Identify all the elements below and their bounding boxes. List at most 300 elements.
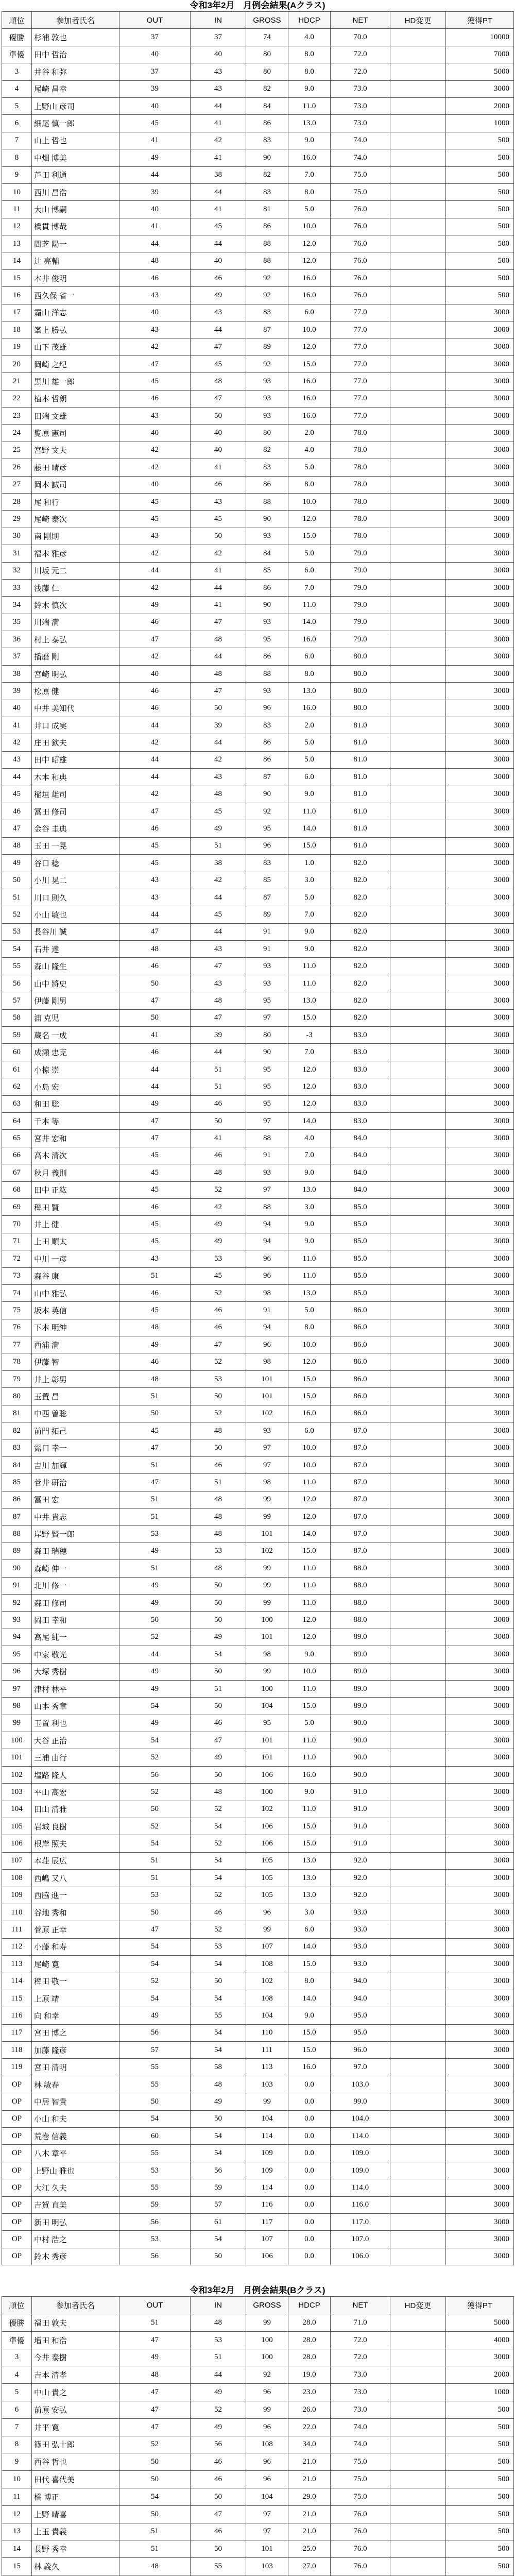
table-row — [2, 201, 514, 218]
gross-score-cell: 86 — [246, 734, 288, 751]
player-name-cell: 上野 晴喜 — [32, 2505, 119, 2523]
in-score-cell: 54 — [191, 2024, 246, 2041]
net-score-cell: 106.0 — [331, 2248, 390, 2265]
player-name-cell: 今井 泰樹 — [32, 2349, 119, 2366]
gross-score-cell: 107 — [246, 2231, 288, 2248]
in-score-cell: 50 — [191, 2248, 246, 2265]
net-score-cell: 88.0 — [331, 1594, 390, 1611]
player-name-cell: 三浦 由行 — [32, 1749, 119, 1766]
gross-score-cell: 96 — [246, 1267, 288, 1284]
table-row — [2, 304, 514, 321]
rank-cell: 3 — [2, 63, 32, 80]
rank-cell: 91 — [2, 1577, 32, 1594]
gross-score-cell: 87 — [246, 321, 288, 338]
hdcp-cell: 5.0 — [288, 889, 331, 906]
net-score-cell: 89.0 — [331, 1680, 390, 1697]
points-cell: 500 — [446, 287, 514, 304]
hdcp-cell: 28.0 — [288, 2331, 331, 2349]
hd-change-cell — [390, 2453, 446, 2471]
net-score-cell: 79.0 — [331, 545, 390, 562]
hd-change-cell — [390, 1887, 446, 1904]
player-name-cell: 西脇 進一 — [32, 1887, 119, 1904]
table-row — [2, 1302, 514, 1319]
out-score-cell: 47 — [119, 2384, 191, 2401]
rank-cell: 30 — [2, 528, 32, 545]
in-score-cell: 50 — [191, 1388, 246, 1405]
in-score-cell: 52 — [191, 1353, 246, 1370]
in-score-cell: 54 — [191, 1870, 246, 1887]
out-score-cell: 43 — [119, 872, 191, 889]
out-score-cell: 50 — [119, 2471, 191, 2488]
net-score-cell: 81.0 — [331, 786, 390, 803]
table-row — [2, 1353, 514, 1370]
player-name-cell: 平山 高宏 — [32, 1784, 119, 1801]
points-cell: 3000 — [446, 1543, 514, 1560]
points-cell: 3000 — [446, 1044, 514, 1061]
net-score-cell: 90.0 — [331, 1766, 390, 1783]
hd-change-cell — [390, 665, 446, 682]
table-row — [2, 80, 514, 97]
player-name-cell: 稲垣 雄司 — [32, 786, 119, 803]
hd-change-cell — [390, 1508, 446, 1525]
table-row — [2, 700, 514, 717]
a-header-hd-change: HD変更 — [390, 12, 446, 29]
out-score-cell: 44 — [119, 769, 191, 786]
net-score-cell: 90.0 — [331, 1715, 390, 1732]
in-score-cell: 54 — [191, 1990, 246, 2007]
hdcp-cell: 11.0 — [288, 958, 331, 975]
rank-cell: 12 — [2, 2505, 32, 2523]
gross-score-cell: 93 — [246, 614, 288, 631]
net-score-cell: 89.0 — [331, 1663, 390, 1680]
points-cell: 3000 — [446, 338, 514, 355]
hd-change-cell — [390, 2384, 446, 2401]
points-cell: 3000 — [446, 1508, 514, 1525]
hd-change-cell — [390, 1990, 446, 2007]
hdcp-cell: 14.0 — [288, 1938, 331, 1955]
gross-score-cell: 80 — [246, 63, 288, 80]
points-cell: 2000 — [446, 2366, 514, 2384]
player-name-cell: 中山 貴之 — [32, 2384, 119, 2401]
table-row — [2, 2401, 514, 2418]
gross-score-cell: 95 — [246, 1078, 288, 1095]
out-score-cell: 40 — [119, 425, 191, 442]
out-score-cell: 42 — [119, 545, 191, 562]
gross-score-cell: 101 — [246, 2540, 288, 2558]
net-score-cell: 85.0 — [331, 1198, 390, 1215]
hdcp-cell: 0.0 — [288, 2231, 331, 2248]
hdcp-cell: 15.0 — [288, 1388, 331, 1405]
gross-score-cell: 97 — [246, 1439, 288, 1456]
net-score-cell: 80.0 — [331, 700, 390, 717]
points-cell: 3000 — [446, 1870, 514, 1887]
gross-score-cell: 105 — [246, 1887, 288, 1904]
player-name-cell: 玉田 一晃 — [32, 837, 119, 854]
out-score-cell: 37 — [119, 63, 191, 80]
points-cell: 3000 — [446, 855, 514, 872]
hdcp-cell: 2.0 — [288, 717, 331, 734]
rank-cell: 9 — [2, 2453, 32, 2471]
points-cell: 3000 — [446, 2349, 514, 2366]
hdcp-cell: 12.0 — [288, 338, 331, 355]
table-row — [2, 2488, 514, 2505]
out-score-cell: 44 — [119, 562, 191, 579]
hdcp-cell: 15.0 — [288, 1698, 331, 1715]
gross-score-cell: 101 — [246, 1388, 288, 1405]
player-name-cell: 田代 喜代美 — [32, 2471, 119, 2488]
table-row — [2, 872, 514, 889]
player-name-cell: 西川 昌浩 — [32, 183, 119, 200]
player-name-cell: 上玉 貴義 — [32, 2523, 119, 2540]
hd-change-cell — [390, 2558, 446, 2575]
table-row — [2, 1801, 514, 1818]
points-cell: 500 — [446, 2558, 514, 2575]
rank-cell: 109 — [2, 1887, 32, 1904]
rank-cell: 90 — [2, 1560, 32, 1577]
rank-cell: 102 — [2, 1766, 32, 1783]
points-cell: 3000 — [446, 1801, 514, 1818]
table-row — [2, 923, 514, 940]
gross-score-cell: 99 — [246, 2314, 288, 2331]
hd-change-cell — [390, 1938, 446, 1955]
rank-cell: 45 — [2, 786, 32, 803]
net-score-cell: 70.0 — [331, 29, 390, 46]
out-score-cell: 51 — [119, 1852, 191, 1869]
hd-change-cell — [390, 1870, 446, 1887]
table-row — [2, 1422, 514, 1439]
b-header-points: 獲得PT — [446, 2297, 514, 2314]
net-score-cell: 95.0 — [331, 2007, 390, 2024]
net-score-cell: 73.0 — [331, 2366, 390, 2384]
player-name-cell: 岡本 誠司 — [32, 476, 119, 493]
hd-change-cell — [390, 1818, 446, 1835]
points-cell: 3000 — [446, 2214, 514, 2231]
in-score-cell: 49 — [191, 2384, 246, 2401]
hdcp-cell: 12.0 — [288, 1629, 331, 1646]
hd-change-cell — [390, 1766, 446, 1783]
gross-score-cell: 83 — [246, 459, 288, 476]
table-row — [2, 287, 514, 304]
rank-cell: 59 — [2, 1027, 32, 1044]
hdcp-cell: 9.0 — [288, 1233, 331, 1250]
points-cell: 3000 — [446, 1698, 514, 1715]
gross-score-cell: 102 — [246, 1801, 288, 1818]
player-name-cell: 前門 拓己 — [32, 1422, 119, 1439]
net-score-cell: 72.0 — [331, 2331, 390, 2349]
hdcp-cell: 7.0 — [288, 166, 331, 183]
player-name-cell: 菅井 研治 — [32, 1474, 119, 1491]
gross-score-cell: 114 — [246, 2128, 288, 2145]
out-score-cell: 52 — [119, 2436, 191, 2453]
net-score-cell: 72.0 — [331, 46, 390, 63]
gross-score-cell: 83 — [246, 855, 288, 872]
out-score-cell: 55 — [119, 2145, 191, 2162]
in-score-cell: 48 — [191, 992, 246, 1009]
points-cell: 3000 — [446, 751, 514, 768]
hdcp-cell: 15.0 — [288, 528, 331, 545]
hdcp-cell: 15.0 — [288, 2024, 331, 2041]
out-score-cell: 50 — [119, 1904, 191, 1921]
hd-change-cell — [390, 803, 446, 820]
hd-change-cell — [390, 1095, 446, 1112]
player-name-cell: 宮野 文夫 — [32, 442, 119, 459]
hdcp-cell: 6.0 — [288, 562, 331, 579]
player-name-cell: 宮田 博之 — [32, 2024, 119, 2041]
player-name-cell: 大塚 秀樹 — [32, 1663, 119, 1680]
hdcp-cell: 7.0 — [288, 1044, 331, 1061]
out-score-cell: 46 — [119, 390, 191, 407]
hd-change-cell — [390, 1284, 446, 1301]
player-name-cell: 覧原 憲司 — [32, 425, 119, 442]
net-score-cell: 76.0 — [331, 201, 390, 218]
hdcp-cell: 13.0 — [288, 992, 331, 1009]
hd-change-cell — [390, 425, 446, 442]
a-header-gross-score: GROSS — [246, 12, 288, 29]
player-name-cell: 辻 亮輔 — [32, 252, 119, 269]
hd-change-cell — [390, 1577, 446, 1594]
net-score-cell: 87.0 — [331, 1508, 390, 1525]
table-row — [2, 2042, 514, 2059]
hdcp-cell: 9.0 — [288, 2007, 331, 2024]
hd-change-cell — [390, 2145, 446, 2162]
player-name-cell: 成瀬 忠克 — [32, 1044, 119, 1061]
out-score-cell: 47 — [119, 992, 191, 1009]
player-name-cell: 川坂 元二 — [32, 562, 119, 579]
hdcp-cell: 21.0 — [288, 2505, 331, 2523]
in-score-cell: 44 — [191, 235, 246, 252]
out-score-cell: 56 — [119, 2214, 191, 2231]
out-score-cell: 48 — [119, 252, 191, 269]
table-row — [2, 786, 514, 803]
hd-change-cell — [390, 1302, 446, 1319]
in-score-cell: 43 — [191, 304, 246, 321]
hd-change-cell — [390, 2196, 446, 2213]
points-cell: 3000 — [446, 1680, 514, 1697]
table-row — [2, 2076, 514, 2093]
hd-change-cell — [390, 614, 446, 631]
net-score-cell: 81.0 — [331, 734, 390, 751]
player-name-cell: 向 和幸 — [32, 2007, 119, 2024]
gross-score-cell: 95 — [246, 1715, 288, 1732]
hd-change-cell — [390, 1147, 446, 1164]
table-row — [2, 1956, 514, 1973]
net-score-cell: 88.0 — [331, 1612, 390, 1629]
hd-change-cell — [390, 373, 446, 390]
a-header-in-score: IN — [191, 12, 246, 29]
gross-score-cell: 88 — [246, 1130, 288, 1147]
table-row — [2, 2007, 514, 2024]
out-score-cell: 49 — [119, 1543, 191, 1560]
rank-cell: 87 — [2, 1508, 32, 1525]
out-score-cell: 50 — [119, 1801, 191, 1818]
hdcp-cell: 10.0 — [288, 321, 331, 338]
in-score-cell: 44 — [191, 1044, 246, 1061]
hd-change-cell — [390, 648, 446, 665]
net-score-cell: 93.0 — [331, 1904, 390, 1921]
gross-score-cell: 98 — [246, 1284, 288, 1301]
gross-score-cell: 74 — [246, 29, 288, 46]
in-score-cell: 59 — [191, 2179, 246, 2196]
net-score-cell: 80.0 — [331, 648, 390, 665]
player-name-cell: 福田 敦夫 — [32, 2314, 119, 2331]
rank-cell: 97 — [2, 1680, 32, 1697]
b-class-results-table — [2, 2296, 514, 2576]
points-cell: 3000 — [446, 373, 514, 390]
hd-change-cell — [390, 2093, 446, 2110]
in-score-cell: 51 — [191, 2349, 246, 2366]
out-score-cell: 48 — [119, 2366, 191, 2384]
rank-cell: OP — [2, 2248, 32, 2265]
points-cell: 500 — [446, 252, 514, 269]
in-score-cell: 53 — [191, 1543, 246, 1560]
player-name-cell: 石井 達 — [32, 941, 119, 958]
rank-cell: 101 — [2, 1749, 32, 1766]
hdcp-cell: 7.0 — [288, 906, 331, 923]
out-score-cell: 45 — [119, 1233, 191, 1250]
points-cell: 500 — [446, 132, 514, 149]
hd-change-cell — [390, 1715, 446, 1732]
out-score-cell: 56 — [119, 1766, 191, 1783]
in-score-cell: 44 — [191, 889, 246, 906]
rank-cell: 89 — [2, 1543, 32, 1560]
points-cell: 3000 — [446, 1646, 514, 1663]
in-score-cell: 53 — [191, 1938, 246, 1955]
out-score-cell: 44 — [119, 235, 191, 252]
net-score-cell: 87.0 — [331, 1526, 390, 1543]
rank-cell: 98 — [2, 1698, 32, 1715]
table-row — [2, 2453, 514, 2471]
points-cell: 3000 — [446, 1233, 514, 1250]
player-name-cell: 千本 等 — [32, 1113, 119, 1130]
points-cell: 3000 — [446, 459, 514, 476]
table-row — [2, 1577, 514, 1594]
out-score-cell: 40 — [119, 201, 191, 218]
in-score-cell: 61 — [191, 2214, 246, 2231]
gross-score-cell: 83 — [246, 717, 288, 734]
points-cell: 3000 — [446, 1577, 514, 1594]
in-score-cell: 54 — [191, 2042, 246, 2059]
hdcp-cell: 19.0 — [288, 2366, 331, 2384]
gross-score-cell: 97 — [246, 1009, 288, 1026]
hdcp-cell: 34.0 — [288, 2436, 331, 2453]
rank-cell: 64 — [2, 1113, 32, 1130]
player-name-cell: 蔵名 一成 — [32, 1027, 119, 1044]
net-score-cell: 79.0 — [331, 562, 390, 579]
a-header-out-score: OUT — [119, 12, 191, 29]
player-name-cell: 中井 美知代 — [32, 700, 119, 717]
net-score-cell: 82.0 — [331, 872, 390, 889]
in-score-cell: 51 — [191, 1078, 246, 1095]
out-score-cell: 55 — [119, 2179, 191, 2196]
hdcp-cell: 13.0 — [288, 1284, 331, 1301]
points-cell: 3000 — [446, 1439, 514, 1456]
net-score-cell: 104.0 — [331, 2110, 390, 2127]
hd-change-cell — [390, 1353, 446, 1370]
out-score-cell: 47 — [119, 1439, 191, 1456]
points-cell: 3000 — [446, 1732, 514, 1749]
hdcp-cell: 29.0 — [288, 2488, 331, 2505]
out-score-cell: 49 — [119, 2007, 191, 2024]
player-name-cell: 岩城 良樹 — [32, 1818, 119, 1835]
rank-cell: 40 — [2, 700, 32, 717]
net-score-cell: 109.0 — [331, 2162, 390, 2179]
gross-score-cell: 92 — [246, 2366, 288, 2384]
gross-score-cell: 96 — [246, 2384, 288, 2401]
player-name-cell: 西嶋 又八 — [32, 1870, 119, 1887]
hdcp-cell: 15.0 — [288, 1009, 331, 1026]
table-row — [2, 2059, 514, 2076]
in-score-cell: 50 — [191, 2488, 246, 2505]
rank-cell: 110 — [2, 1904, 32, 1921]
hd-change-cell — [390, 2110, 446, 2127]
table-row — [2, 1680, 514, 1697]
out-score-cell: 49 — [119, 1715, 191, 1732]
a-header-row — [2, 12, 514, 29]
player-name-cell: 冨田 宏 — [32, 1491, 119, 1508]
player-name-cell: 中畑 博美 — [32, 149, 119, 166]
in-score-cell: 48 — [191, 1784, 246, 1801]
hd-change-cell — [390, 2505, 446, 2523]
hd-change-cell — [390, 1130, 446, 1147]
in-score-cell: 44 — [191, 648, 246, 665]
out-score-cell: 54 — [119, 2110, 191, 2127]
rank-cell: 75 — [2, 1302, 32, 1319]
gross-score-cell: 104 — [246, 2488, 288, 2505]
table-row — [2, 631, 514, 648]
hdcp-cell: 9.0 — [288, 1164, 331, 1181]
table-row — [2, 2231, 514, 2248]
table-row — [2, 648, 514, 665]
hd-change-cell — [390, 1491, 446, 1508]
rank-cell: OP — [2, 2179, 32, 2196]
rank-cell: 優勝 — [2, 2314, 32, 2331]
in-score-cell: 43 — [191, 769, 246, 786]
table-row — [2, 2162, 514, 2179]
rank-cell: 41 — [2, 717, 32, 734]
table-row — [2, 321, 514, 338]
in-score-cell: 53 — [191, 1250, 246, 1267]
in-score-cell: 49 — [191, 1233, 246, 1250]
in-score-cell: 41 — [191, 115, 246, 132]
hdcp-cell: 15.0 — [288, 837, 331, 854]
points-cell: 3000 — [446, 906, 514, 923]
rank-cell: 58 — [2, 1009, 32, 1026]
hd-change-cell — [390, 2418, 446, 2436]
rank-cell: 66 — [2, 1147, 32, 1164]
points-cell: 3000 — [446, 1560, 514, 1577]
rank-cell: 118 — [2, 2042, 32, 2059]
gross-score-cell: 93 — [246, 373, 288, 390]
hd-change-cell — [390, 511, 446, 528]
net-score-cell: 86.0 — [331, 1405, 390, 1422]
table-row — [2, 2196, 514, 2213]
b-header-net-score: NET — [331, 2297, 390, 2314]
table-row — [2, 2384, 514, 2401]
points-cell: 3000 — [446, 803, 514, 820]
rank-cell: 52 — [2, 906, 32, 923]
out-score-cell: 43 — [119, 287, 191, 304]
points-cell: 5000 — [446, 63, 514, 80]
out-score-cell: 47 — [119, 1130, 191, 1147]
out-score-cell: 49 — [119, 1594, 191, 1611]
table-row — [2, 597, 514, 614]
player-name-cell: 小島 宏 — [32, 1078, 119, 1095]
hd-change-cell — [390, 1009, 446, 1026]
net-score-cell: 84.0 — [331, 1164, 390, 1181]
table-row — [2, 1732, 514, 1749]
player-name-cell: 下本 明紳 — [32, 1319, 119, 1336]
out-score-cell: 40 — [119, 97, 191, 114]
